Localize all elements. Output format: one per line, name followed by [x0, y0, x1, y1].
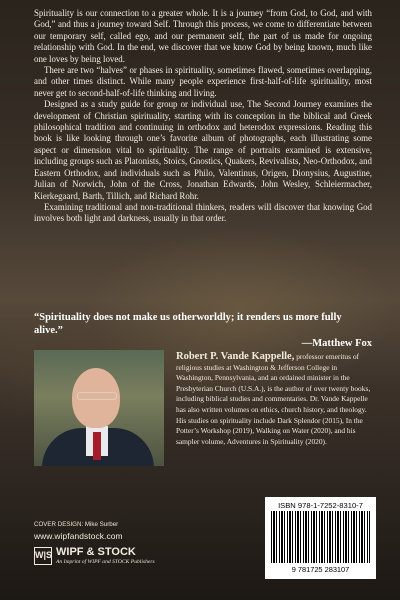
barcode-digits: 9 781725 283107 [291, 565, 350, 574]
paragraph-4: Examining traditional and non-traditional thinkers, readers will discover that knowing God involves both light and darkness, usually in that order. [34, 201, 372, 224]
author-name: Robert P. Vande Kappelle, [176, 351, 295, 362]
photo-glasses [77, 392, 117, 400]
paragraph-1: Spirituality is our connection to a greater whole. It is a journey “from God, to God, and with God,” and thus a journey toward Self. Through this process, we come to differentiate between our temporary self, called ego, and our permanent self, the part of us made for ongoing relationship with God. In the end, we discover that we know God by being known, much like one loves by being loved. [34, 8, 372, 64]
description-text [34, 8, 372, 225]
quote-author: —Matthew Fox [301, 338, 372, 349]
isbn-label: ISBN 978-1-7252-8310-7 [278, 501, 363, 510]
paragraph-3: Designed as a study guide for group or individual use, The Second Journey examines the development of Christian spirituality, starting with its conception in the biblical and Greek philosophical tradition and continuing in orthodox and heterodox expressions. Reading this book is like looking through one’s favorite album of photographs, each illustrating some aspect or dimension vital to spirituality. The range of portraits examined is extensive, including groups such as Platonists, Stoics, Gnostics, Quakers, Revivalists, Neo-Orthodox, and Eastern Orthodox, and individuals such as Philo, Valentinus, Origen, Dionysius, Augustine, Julian of Norwich, John of the Cross, Jonathan Edwards, John Wesley, Schleiermacher, Kierkegaard, Barth, Tillich, and Richard Rohr. [34, 99, 372, 201]
publisher-tagline: An Imprint of WIPF and STOCK Publishers [56, 559, 155, 565]
bio-text: professor emeritus of religious studies at Washington & Jefferson College in Washington, Pennsylvania, and an ordained minister in the Presbyterian Church (U.S.A.), is the author of over twenty books, including biblical studies and commentaries. Dr. Vande Kappelle has also written volumes on ethics, church history, and theology. His studies on spirituality include Dark Splendor (2015), In the Potter’s Workshop (2019), Walking on Water (2020), and his sampler volume, Adventures in Spirituality (2020). [176, 352, 371, 446]
pull-quote [34, 311, 372, 350]
cover-design-credit: COVER DESIGN: Mike Surber [34, 521, 119, 528]
barcode [265, 497, 376, 579]
author-bio [176, 352, 372, 447]
quote-text: “Spirituality does not make us otherworldly; it renders us more fully alive.” [34, 312, 342, 336]
paragraph-2: There are two “halves” or phases in spirituality, sometimes flawed, sometimes overlapping, and other times distinct. While many people experience first-half-of-life spirituality, most never get to second-half-of-life thinking and living. [34, 65, 372, 98]
photo-tie [93, 432, 101, 460]
author-photo [34, 350, 164, 466]
publisher-website: www.wipfandstock.com [34, 531, 123, 541]
barcode-bars [271, 511, 370, 563]
publisher-logo-icon: W|S [34, 547, 52, 565]
publisher-name: WIPF & STOCK [56, 546, 136, 558]
